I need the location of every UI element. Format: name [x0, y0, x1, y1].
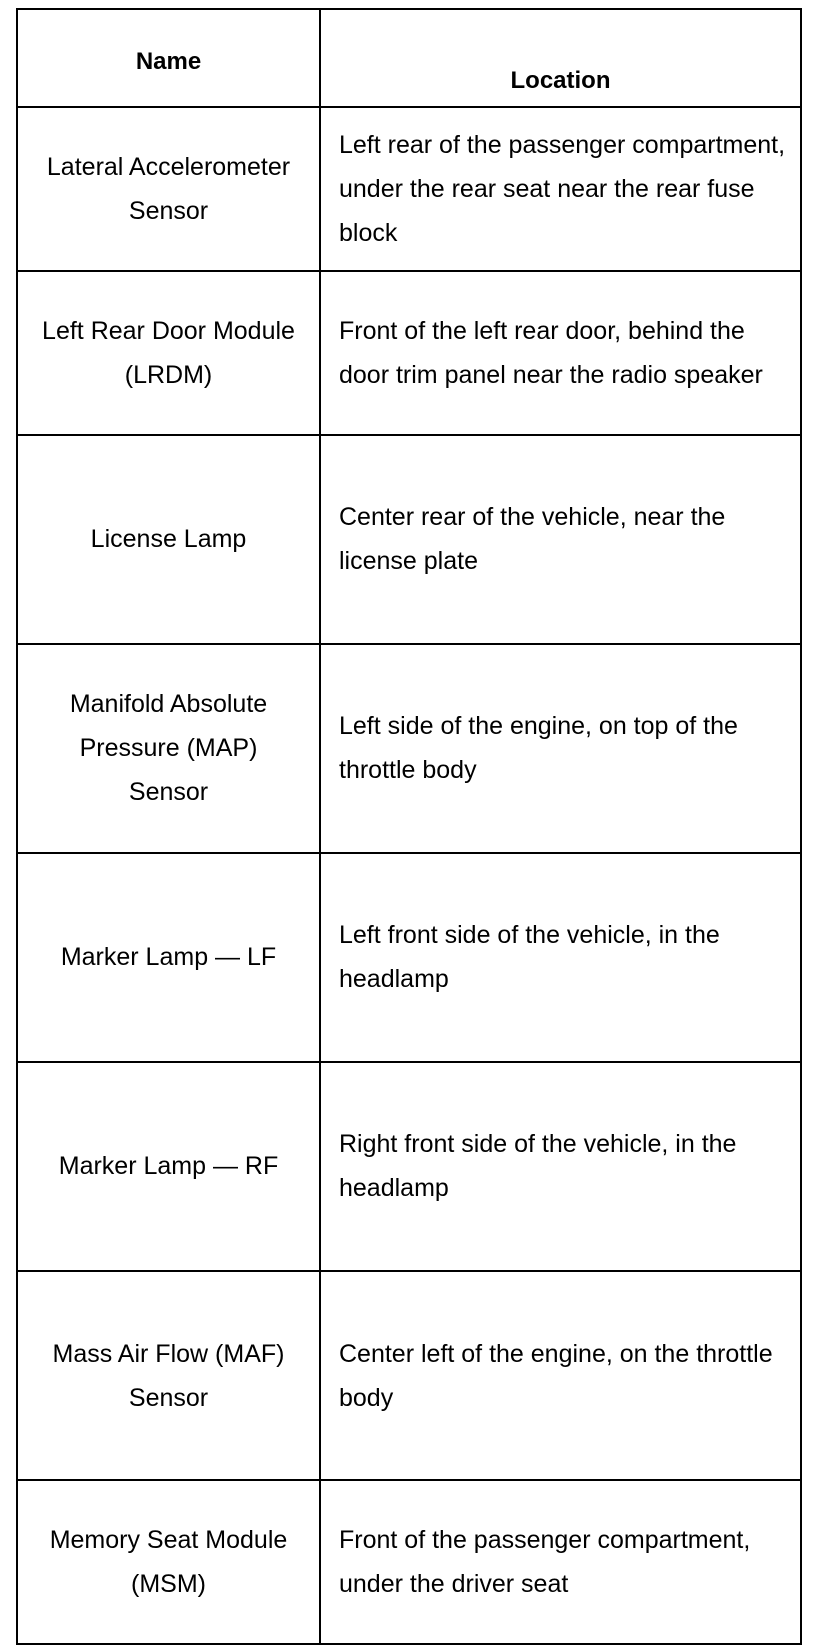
table-row	[17, 1062, 801, 1271]
name-cell: Memory Seat Module (MSM)	[17, 1480, 320, 1644]
name-cell: Marker Lamp — LF	[17, 853, 320, 1062]
component-location-sheet	[16, 8, 800, 1645]
name-cell: Mass Air Flow (MAF) Sensor	[17, 1271, 320, 1480]
table-header-row	[17, 9, 801, 107]
location-cell: Front of the passenger compartment, under the driver seat	[320, 1480, 801, 1644]
name-cell: Lateral Accelerometer Sensor	[17, 107, 320, 271]
table-row	[17, 853, 801, 1062]
location-cell: Center left of the engine, on the throttle body	[320, 1271, 801, 1480]
table-row	[17, 1480, 801, 1644]
component-location-table	[16, 8, 802, 1645]
table-row	[17, 644, 801, 853]
location-column-header	[320, 9, 801, 107]
name-header-label: Name	[135, 48, 202, 75]
location-cell: Center rear of the vehicle, near the license plate	[320, 435, 801, 644]
location-header-label: Location	[510, 67, 611, 94]
name-column-header	[17, 9, 320, 107]
table-row	[17, 271, 801, 435]
location-cell: Front of the left rear door, behind the door trim panel near the radio speaker	[320, 271, 801, 435]
name-cell: Manifold Absolute Pressure (MAP) Sensor	[17, 644, 320, 853]
table-row	[17, 1271, 801, 1480]
name-cell: Left Rear Door Module (LRDM)	[17, 271, 320, 435]
name-cell: License Lamp	[17, 435, 320, 644]
location-cell: Left side of the engine, on top of the throttle body	[320, 644, 801, 853]
name-cell: Marker Lamp — RF	[17, 1062, 320, 1271]
location-cell: Left rear of the passenger compartment, under the rear seat near the rear fuse block	[320, 107, 801, 271]
location-cell: Right front side of the vehicle, in the headlamp	[320, 1062, 801, 1271]
location-cell: Left front side of the vehicle, in the headlamp	[320, 853, 801, 1062]
table-row	[17, 107, 801, 271]
table-row	[17, 435, 801, 644]
